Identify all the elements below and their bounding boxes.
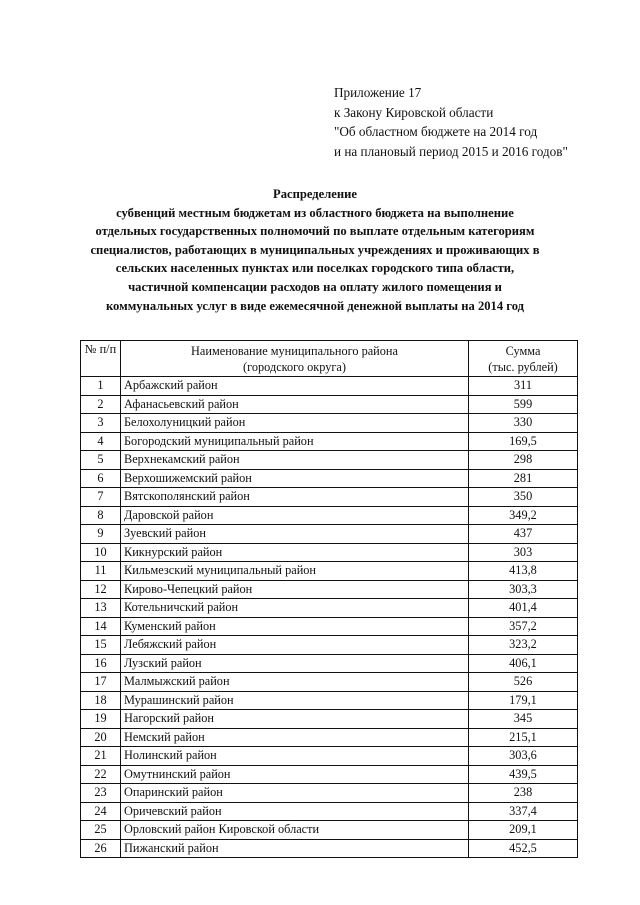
amount-value: 437 [469,525,578,544]
header-num: № п/п [81,341,121,377]
row-number: 14 [81,617,121,636]
table-header-row [81,341,578,377]
document-heading [80,185,550,315]
row-number: 7 [81,488,121,507]
table-row [81,747,578,766]
row-number: 4 [81,432,121,451]
district-name: Кикнурский район [121,543,469,562]
district-name: Лебяжский район [121,636,469,655]
row-number: 6 [81,469,121,488]
district-name: Богородский муниципальный район [121,432,469,451]
table-row [81,525,578,544]
row-number: 17 [81,673,121,692]
row-number: 13 [81,599,121,618]
amount-value: 298 [469,451,578,470]
row-number: 21 [81,747,121,766]
row-number: 11 [81,562,121,581]
table-row [81,802,578,821]
amount-value: 323,2 [469,636,578,655]
table-row [81,395,578,414]
table-row [81,765,578,784]
amount-value: 350 [469,488,578,507]
amount-value: 303,6 [469,747,578,766]
heading-line: коммунальных услуг в виде ежемесячной денежной выплаты на 2014 год [105,298,525,313]
district-name: Нолинский район [121,747,469,766]
row-number: 1 [81,377,121,396]
row-number: 9 [81,525,121,544]
district-name: Вятскополянский район [121,488,469,507]
table-row [81,636,578,655]
table-row [81,469,578,488]
district-name: Пижанский район [121,839,469,858]
header-name: Наименование муниципального района (городского округа) [121,341,469,377]
district-name: Зуевский район [121,525,469,544]
amount-value: 401,4 [469,599,578,618]
district-name: Кирово-Чепецкий район [121,580,469,599]
table-row [81,377,578,396]
district-name: Верхошижемский район [121,469,469,488]
appendix-line: к Закону Кировской области [334,104,494,120]
appendix-line: Приложение 17 [334,85,422,100]
district-name: Нагорский район [121,710,469,729]
amount-value: 215,1 [469,728,578,747]
amount-value: 303 [469,543,578,562]
amount-value: 337,4 [469,802,578,821]
amount-value: 599 [469,395,578,414]
row-number: 10 [81,543,121,562]
amount-value: 303,3 [469,580,578,599]
appendix-line: и на плановый период 2015 и 2016 годов" [334,143,568,159]
heading-line: сельских населенных пунктах или поселках городского типа области, [115,261,515,276]
district-name: Арбажский район [121,377,469,396]
district-name: Опаринский район [121,784,469,803]
table-row [81,710,578,729]
district-name: Кильмезский муниципальный район [121,562,469,581]
table-row [81,506,578,525]
table-row [81,414,578,433]
amount-value: 179,1 [469,691,578,710]
row-number: 23 [81,784,121,803]
table-row [81,654,578,673]
row-number: 26 [81,839,121,858]
amount-value: 357,2 [469,617,578,636]
row-number: 15 [81,636,121,655]
table-row [81,543,578,562]
table-row [81,599,578,618]
district-name: Орловский район Кировской области [121,821,469,840]
heading-line: специалистов, работающих в муниципальных учреждениях и проживающих в [90,242,540,257]
table-row [81,728,578,747]
heading-line: частичной компенсации расходов на оплату жилого помещения и [128,279,502,294]
table-row [81,784,578,803]
heading-line: отдельных государственных полномочий по выплате отдельным категориям [95,224,535,239]
row-number: 25 [81,821,121,840]
row-number: 16 [81,654,121,673]
district-name: Афанасьевский район [121,395,469,414]
district-name: Белохолуницкий район [121,414,469,433]
district-name: Верхнекамский район [121,451,469,470]
amount-value: 169,5 [469,432,578,451]
table-row [81,580,578,599]
amount-value: 406,1 [469,654,578,673]
heading-line: Распределение [273,187,357,201]
amount-value: 349,2 [469,506,578,525]
row-number: 5 [81,451,121,470]
row-number: 20 [81,728,121,747]
row-number: 8 [81,506,121,525]
amount-value: 238 [469,784,578,803]
amount-value: 452,5 [469,839,578,858]
amount-value: 330 [469,414,578,433]
district-name: Малмыжский район [121,673,469,692]
row-number: 22 [81,765,121,784]
amount-value: 345 [469,710,578,729]
district-name: Оричевский район [121,802,469,821]
district-name: Мурашинский район [121,691,469,710]
row-number: 2 [81,395,121,414]
row-number: 18 [81,691,121,710]
district-name: Лузский район [121,654,469,673]
amount-value: 439,5 [469,765,578,784]
amount-value: 413,8 [469,562,578,581]
district-name: Даровской район [121,506,469,525]
table-row [81,617,578,636]
table-row [81,432,578,451]
amount-value: 209,1 [469,821,578,840]
amount-value: 526 [469,673,578,692]
table-row [81,562,578,581]
amount-value: 311 [469,377,578,396]
table-body [81,377,578,858]
amount-value: 281 [469,469,578,488]
subvention-table [80,340,578,858]
appendix-line: "Об областном бюджете на 2014 год [334,124,538,140]
table-row [81,821,578,840]
district-name: Немский район [121,728,469,747]
heading-line: субвенций местным бюджетам из областного бюджета на выполнение [116,205,514,220]
row-number: 19 [81,710,121,729]
row-number: 3 [81,414,121,433]
district-name: Омутнинский район [121,765,469,784]
table-row [81,488,578,507]
table-row [81,691,578,710]
table-row [81,839,578,858]
row-number: 12 [81,580,121,599]
table-row [81,673,578,692]
table-row [81,451,578,470]
row-number: 24 [81,802,121,821]
header-sum: Сумма (тыс. рублей) [469,341,578,377]
district-name: Куменский район [121,617,469,636]
appendix-block [334,83,568,161]
district-name: Котельничский район [121,599,469,618]
